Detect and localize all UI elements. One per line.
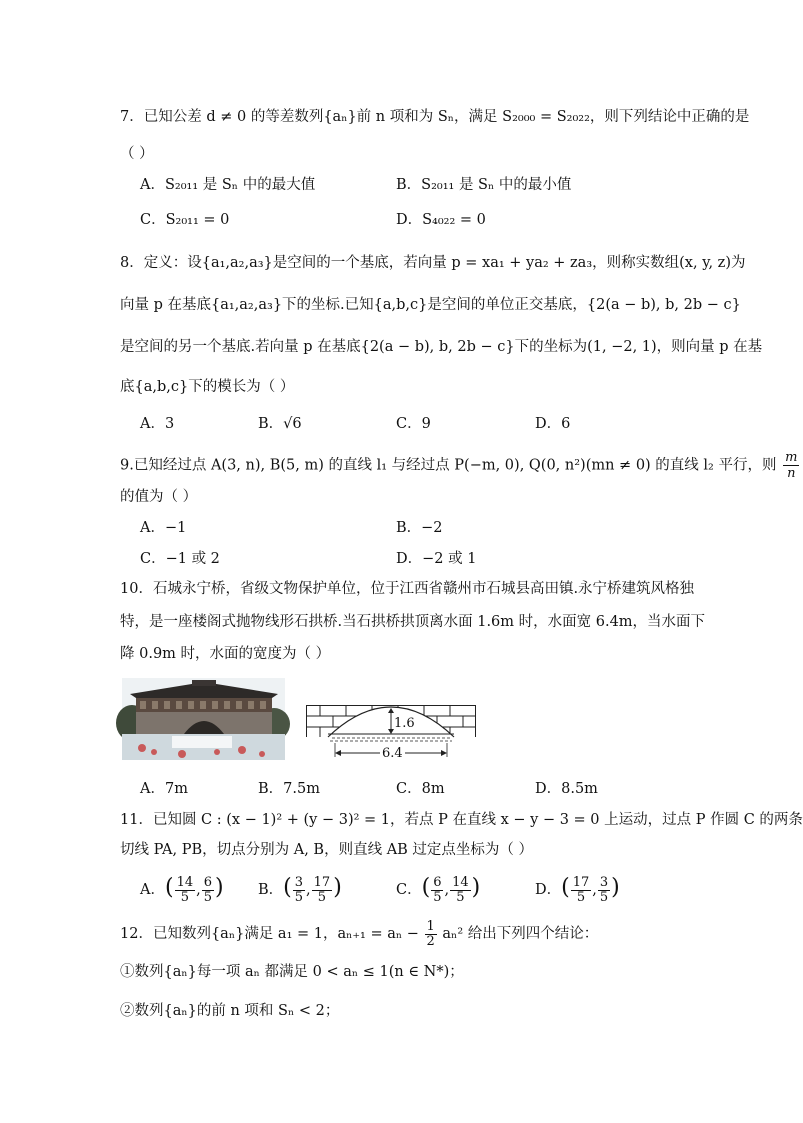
q9-option-d: D．−2 或 1 — [396, 551, 477, 567]
q12-frac-den: 2 — [426, 933, 435, 949]
q11-c-frac1-den: 5 — [433, 889, 442, 905]
q9-frac-num: m — [785, 450, 798, 465]
q11-d-frac1 — [571, 876, 592, 905]
q12-frac-num: 1 — [426, 918, 435, 934]
q8-line3: 是空间的另一个基底.若向量 p 在基底{2(a − b), b, 2b − c}下的坐标为(1, −2, 1)，则向量 p 在基 — [120, 339, 763, 355]
q11-c-frac2 — [450, 876, 471, 905]
q10-line1: 10．石城永宁桥，省级文物保护单位，位于江西省赣州市石城县高田镇.永宁桥建筑风格独 — [120, 581, 695, 597]
q7-option-b: B．S₂₀₁₁ 是 Sₙ 中的最小值 — [396, 177, 572, 193]
q7-stem-line1: 7．已知公差 d ≠ 0 的等差数列{aₙ}前 n 项和为 Sₙ，满足 S₂₀₀₀ = S₂₀₂₂，则下列结论中正确的是 — [120, 109, 750, 125]
q11-line1: 11．已知圆 C : (x − 1)² + (y − 3)² = 1，若点 P 在直线 x − y − 3 = 0 上运动，过点 P 作圆 C 的两条 — [120, 812, 803, 828]
q11-b-frac2-den: 5 — [317, 889, 327, 905]
q10-option-c: C．8m — [396, 781, 445, 797]
q9-option-b: B．−2 — [396, 520, 443, 536]
q11-option-a-label: A． — [140, 882, 165, 898]
q8-line2: 向量 p 在基底{a₁,a₂,a₃}下的坐标.已知{a,b,c}是空间的单位正交基底，{2(a − b), b, 2b − c} — [120, 297, 741, 313]
q11-d-frac2-num: 3 — [599, 874, 609, 890]
q8-option-a: A．3 — [140, 416, 175, 432]
q11-d-frac2 — [598, 876, 610, 905]
q11-c-frac1-num: 6 — [433, 874, 442, 890]
q11-d-frac2-den: 5 — [599, 889, 609, 905]
q11-a-frac2 — [202, 876, 214, 905]
q12-line1 — [120, 919, 598, 949]
q11-b-frac1-num: 3 — [294, 874, 304, 890]
q12-fraction — [425, 920, 437, 949]
bridge-photo — [122, 678, 285, 760]
q11-b-frac2-num: 17 — [313, 874, 331, 890]
q12-item-2: ②数列{aₙ}的前 n 项和 Sₙ < 2； — [120, 1003, 340, 1019]
q8-option-b: B．√6 — [258, 416, 302, 432]
bridge-width-label: 6.4 — [382, 746, 403, 761]
q7-option-d: D．S₄₀₂₂ = 0 — [396, 212, 486, 228]
q8-option-d: D．6 — [535, 416, 571, 432]
q11-option-d: D．( $\frac{17}{5}$ , $\frac{3}{5}$ ) — [535, 874, 620, 905]
q11-b-frac1 — [293, 876, 305, 905]
q10-option-b: B．7.5m — [258, 781, 320, 797]
q8-option-c: C．9 — [396, 416, 431, 432]
q9-fraction — [783, 450, 799, 481]
q11-a-frac1-num: 14 — [176, 874, 194, 890]
q11-option-b-label: B． — [258, 882, 284, 898]
q7-option-a: A．S₂₀₁₁ 是 Sₙ 中的最大值 — [140, 177, 316, 193]
q7-option-c: C．S₂₀₁₁ = 0 — [140, 212, 230, 228]
q9-line1 — [120, 450, 799, 481]
q11-c-frac2-den: 5 — [456, 889, 465, 905]
q11-option-a: A．( $\frac{14}{5}$ , $\frac{6}{5}$ ) — [140, 874, 224, 905]
q11-option-c: C．( $\frac{6}{5}$ , $\frac{14}{5}$ ) — [396, 874, 481, 905]
q11-b-frac1-den: 5 — [294, 889, 304, 905]
q11-d-frac1-den: 5 — [576, 889, 586, 905]
q7-stem-line2: （ ） — [120, 146, 154, 162]
q9-frac-den: n — [787, 466, 796, 481]
q8-line1: 8．定义：设{a₁,a₂,a₃}是空间的一个基底，若向量 p = xa₁ + ya₂ + za₃，则称实数组(x, y, z)为 — [120, 255, 746, 271]
q12-line1-b: aₙ² 给出下列四个结论： — [442, 926, 599, 942]
q11-option-b: B．( $\frac{3}{5}$ , $\frac{17}{5}$ ) — [258, 874, 342, 905]
q10-line3: 降 0.9m 时，水面的宽度为（ ） — [120, 646, 331, 662]
q11-a-frac1 — [175, 876, 196, 905]
q11-a-frac2-den: 5 — [203, 889, 213, 905]
q11-b-frac2 — [312, 876, 333, 905]
q12-line1-a: 12．已知数列{aₙ}满足 a₁ = 1，aₙ₊₁ = aₙ − — [120, 926, 419, 942]
q11-c-frac2-num: 14 — [452, 874, 469, 890]
q11-a-frac1-den: 5 — [180, 889, 189, 905]
q8-line4: 底{a,b,c}下的模长为（ ） — [120, 379, 295, 395]
q11-a-frac2-num: 6 — [203, 874, 213, 890]
q10-option-d: D．8.5m — [535, 781, 598, 797]
q10-option-a: A．7m — [140, 781, 188, 797]
q11-c-frac1 — [431, 876, 443, 905]
q12-item-1: ①数列{aₙ}每一项 aₙ 都满足 0 < aₙ ≤ 1(n ∈ N*)； — [120, 964, 464, 980]
bridge-diagram — [306, 705, 476, 767]
q9-line1-text: 9.已知经过点 A(3, n), B(5, m) 的直线 l₁ 与经过点 P(−m, 0), Q(0, n²)(mn ≠ 0) 的直线 l₂ 平行，则 — [120, 457, 777, 474]
bridge-height-label: 1.6 — [394, 716, 415, 731]
q9-option-c: C．−1 或 2 — [140, 551, 220, 567]
q10-line2: 特，是一座楼阁式抛物线形石拱桥.当石拱桥拱顶离水面 1.6m 时，水面宽 6.4m，当水面下 — [120, 614, 706, 630]
q11-option-d-label: D． — [535, 882, 562, 898]
q11-line2: 切线 PA, PB，切点分别为 A, B，则直线 AB 过定点坐标为（ ） — [120, 842, 534, 858]
q9-option-a: A．−1 — [140, 520, 187, 536]
q9-line2: 的值为（ ） — [120, 489, 198, 505]
q11-d-frac1-num: 17 — [572, 874, 590, 890]
bridge-photo-drawing — [122, 678, 285, 760]
q11-option-c-label: C． — [396, 882, 422, 898]
